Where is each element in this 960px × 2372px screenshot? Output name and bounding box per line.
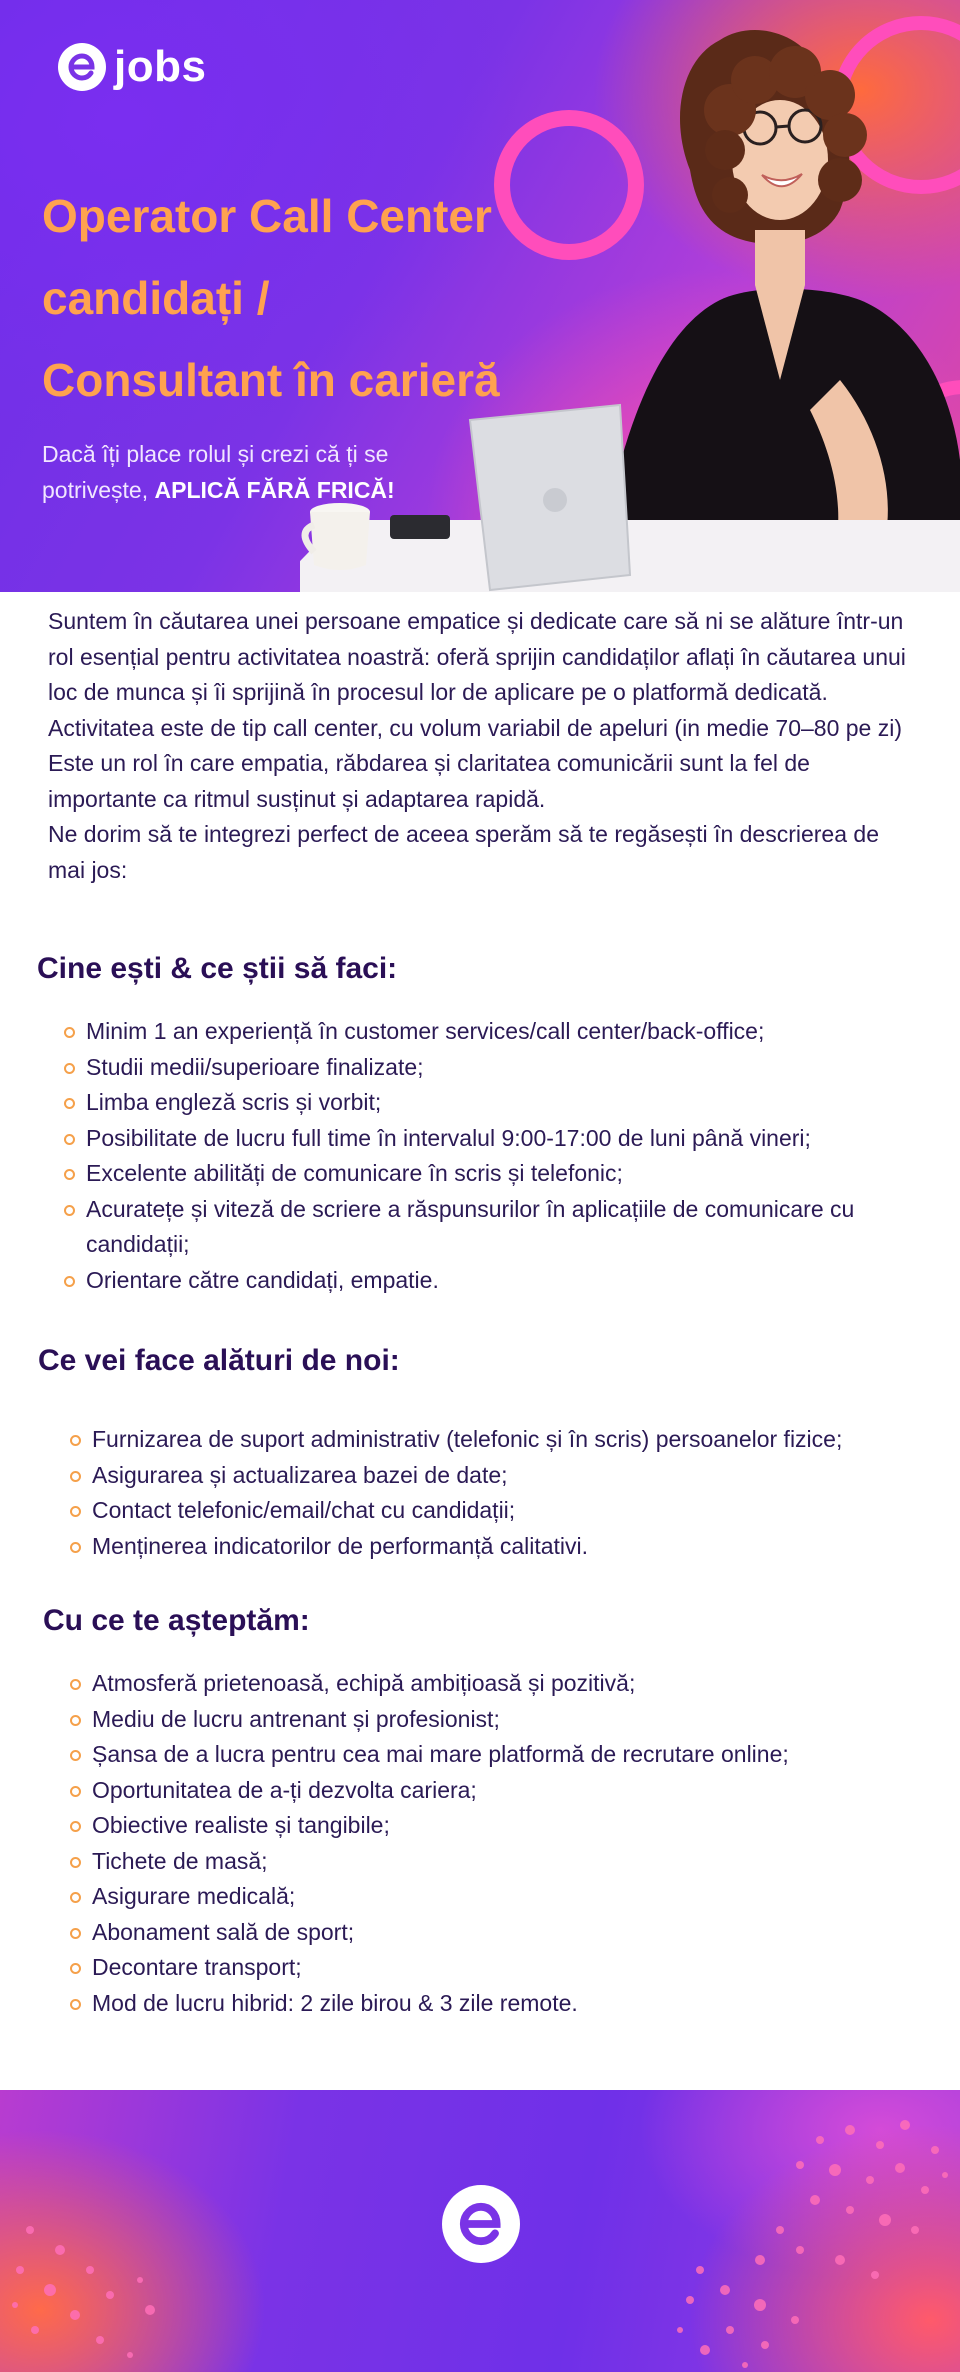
list-item: Atmosferă prietenoasă, echipă ambițioasă și pozitivă; [70,1666,950,1702]
list-item: Orientare către candidați, empatie. [64,1263,944,1299]
list-item: Asigurarea și actualizarea bazei de date; [70,1458,950,1494]
requirements-list [64,1014,944,1298]
hero-subtitle [42,436,482,508]
job-title-line: Consultant în carieră [42,354,500,406]
list-item: Furnizarea de suport administrativ (telefonic și în scris) persoanelor fizice; [70,1422,950,1458]
list-item: Menținerea indicatorilor de performanță calitativi. [70,1529,950,1565]
intro-text [48,604,918,888]
list-item: Abonament sală de sport; [70,1915,950,1951]
intro-paragraph: Este un rol în care empatia, răbdarea și claritatea comunicării sunt la fel de importante ca ritmul susținut și adaptarea rapidă. [48,750,810,812]
section-title-benefits: Cu ce te așteptăm: [43,1604,310,1637]
list-item: Studii medii/superioare finalizate; [64,1050,944,1086]
logo-text: jobs [114,42,207,91]
ejobs-e-icon [58,43,106,91]
list-item: Contact telefonic/email/chat cu candidații; [70,1493,950,1529]
hero-banner [0,0,960,592]
list-item: Mod de lucru hibrid: 2 zile birou & 3 zile remote. [70,1986,950,2022]
list-item: Minim 1 an experiență în customer services/call center/back-office; [64,1014,944,1050]
list-item: Limba engleză scris și vorbit; [64,1085,944,1121]
intro-paragraph: Suntem în căutarea unei persoane empatice și dedicate care să ni se alăture într-un rol esențial pentru activitatea noastră: oferă sprijin candidaților aflați în căutarea unui loc de munca și îi sprijină în procesul lor de aplicare pe o platformă dedicată. Activitatea este de tip call center, cu volum variabil de apeluri (in medie 70–80 pe zi) [48,608,906,741]
apply-callout: APLICĂ FĂRĂ FRICĂ! [154,477,395,503]
list-item: Obiective realiste și tangibile; [70,1808,950,1844]
list-item: Acuratețe și viteză de scriere a răspunsurilor în aplicațiile de comunicare cu candidații; [64,1192,944,1263]
footer-banner [0,2090,960,2372]
hero-subtitle-text: Dacă îți place rolul și crezi că ți se potrivește, [42,441,389,503]
list-item: Posibilitate de lucru full time în intervalul 9:00-17:00 de luni până vineri; [64,1121,944,1157]
list-item: Excelente abilități de comunicare în scris și telefonic; [64,1156,944,1192]
list-item: Tichete de masă; [70,1844,950,1880]
list-item: Mediu de lucru antrenant și profesionist; [70,1702,950,1738]
list-item: Decontare transport; [70,1950,950,1986]
ejobs-e-icon [456,2199,506,2249]
ejobs-logo[interactable] [58,42,206,92]
benefits-list [70,1666,950,2021]
responsibilities-list [70,1422,950,1564]
intro-paragraph: Ne dorim să te integrezi perfect de aceea sperăm să te regăsești în descrierea de mai jos: [48,821,879,883]
job-title [42,175,602,421]
job-title-line: candidați / [42,272,270,324]
ejobs-footer-logo[interactable] [442,2185,520,2263]
section-title-requirements: Cine ești & ce știi să faci: [37,952,398,985]
list-item: Asigurare medicală; [70,1879,950,1915]
list-item: Oportunitatea de a-ți dezvolta cariera; [70,1773,950,1809]
section-title-responsibilities: Ce vei face alături de noi: [38,1344,400,1377]
job-title-line: Operator Call Center [42,190,492,242]
list-item: Șansa de a lucra pentru cea mai mare platformă de recrutare online; [70,1737,950,1773]
